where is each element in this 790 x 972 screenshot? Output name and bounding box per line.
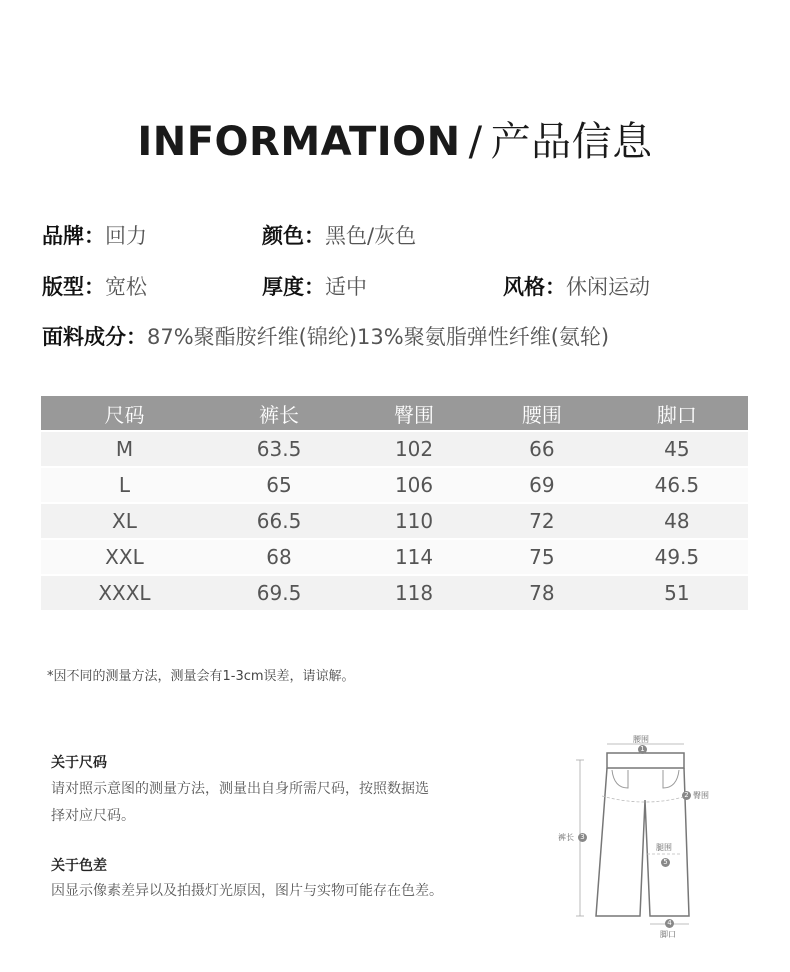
fit-value: 宽松 <box>105 275 147 299</box>
style-label: 风格： <box>503 275 566 299</box>
cell-waist: 69 <box>478 467 606 503</box>
info-fit <box>42 271 147 301</box>
cell-length: 68 <box>208 539 350 575</box>
diagram-num-4: 4 <box>665 919 674 928</box>
cell-length: 63.5 <box>208 431 350 467</box>
diagram-waist-label: 腰围 <box>633 735 649 744</box>
info-color <box>262 220 416 250</box>
thickness-value: 适中 <box>325 275 367 299</box>
table-row <box>41 539 748 575</box>
diagram-hip-label: 臀围 <box>693 791 709 800</box>
size-table <box>41 396 748 610</box>
info-style <box>503 271 650 301</box>
fit-label: 版型： <box>42 275 105 299</box>
cell-size: M <box>41 431 208 467</box>
table-row <box>41 431 748 467</box>
info-fabric <box>42 321 609 351</box>
diagram-num-3: 3 <box>578 833 587 842</box>
title-en: INFORMATION <box>137 119 461 165</box>
cell-length: 66.5 <box>208 503 350 539</box>
cell-length: 69.5 <box>208 575 350 610</box>
color-label: 颜色： <box>262 224 325 248</box>
measurement-note: *因不同的测量方法，测量会有1-3cm误差，请谅解。 <box>47 669 355 684</box>
pants-measurement-diagram <box>550 730 720 950</box>
cell-size: XL <box>41 503 208 539</box>
cell-waist: 75 <box>478 539 606 575</box>
table-row <box>41 575 748 610</box>
cell-hem: 45 <box>606 431 748 467</box>
cell-hip: 106 <box>350 467 478 503</box>
fabric-label: 面料成分： <box>42 325 147 349</box>
brand-label: 品牌： <box>42 224 105 248</box>
about-size-title: 关于尺码 <box>51 755 107 771</box>
table-row <box>41 503 748 539</box>
cell-waist: 78 <box>478 575 606 610</box>
cell-waist: 72 <box>478 503 606 539</box>
about-size-text <box>51 776 471 830</box>
header-size: 尺码 <box>41 396 208 431</box>
title-separator: / <box>468 119 483 165</box>
about-color-text: 因显示像素差异以及拍摄灯光原因，图片与实物可能存在色差。 <box>51 883 443 899</box>
cell-hem: 51 <box>606 575 748 610</box>
diagram-num-1: 1 <box>638 745 647 754</box>
color-value: 黑色/灰色 <box>325 224 417 248</box>
cell-hip: 114 <box>350 539 478 575</box>
diagram-length-label: 裤长 <box>558 833 574 842</box>
header-hip: 臀围 <box>350 396 478 431</box>
title-zh: 产品信息 <box>490 119 653 165</box>
table-row <box>41 467 748 503</box>
header-length: 裤长 <box>208 396 350 431</box>
cell-size: XXL <box>41 539 208 575</box>
diagram-hem-label: 脚口 <box>660 930 676 939</box>
diagram-thigh-label: 腿围 <box>656 843 672 852</box>
cell-hip: 118 <box>350 575 478 610</box>
cell-size: XXXL <box>41 575 208 610</box>
cell-waist: 66 <box>478 431 606 467</box>
cell-size: L <box>41 467 208 503</box>
cell-hip: 102 <box>350 431 478 467</box>
brand-value: 回力 <box>105 224 147 248</box>
header-waist: 腰围 <box>478 396 606 431</box>
cell-length: 65 <box>208 467 350 503</box>
info-brand <box>42 220 147 250</box>
cell-hem: 49.5 <box>606 539 748 575</box>
about-size-line-2: 择对应尺码。 <box>51 808 135 824</box>
pants-outline-icon <box>550 730 720 950</box>
header-hem: 脚口 <box>606 396 748 431</box>
page-title <box>0 110 790 167</box>
cell-hem: 48 <box>606 503 748 539</box>
size-table-header <box>41 396 748 431</box>
style-value: 休闲运动 <box>566 275 650 299</box>
about-size-line-1: 请对照示意图的测量方法，测量出自身所需尺码，按照数据选 <box>51 781 429 797</box>
info-thickness <box>262 271 367 301</box>
fabric-value: 87%聚酯胺纤维(锦纶)13%聚氨脂弹性纤维(氨轮) <box>147 325 610 349</box>
thickness-label: 厚度： <box>262 275 325 299</box>
cell-hem: 46.5 <box>606 467 748 503</box>
cell-hip: 110 <box>350 503 478 539</box>
diagram-num-2: 2 <box>682 791 691 800</box>
diagram-num-5: 5 <box>661 858 670 867</box>
about-color-title: 关于色差 <box>51 858 107 874</box>
